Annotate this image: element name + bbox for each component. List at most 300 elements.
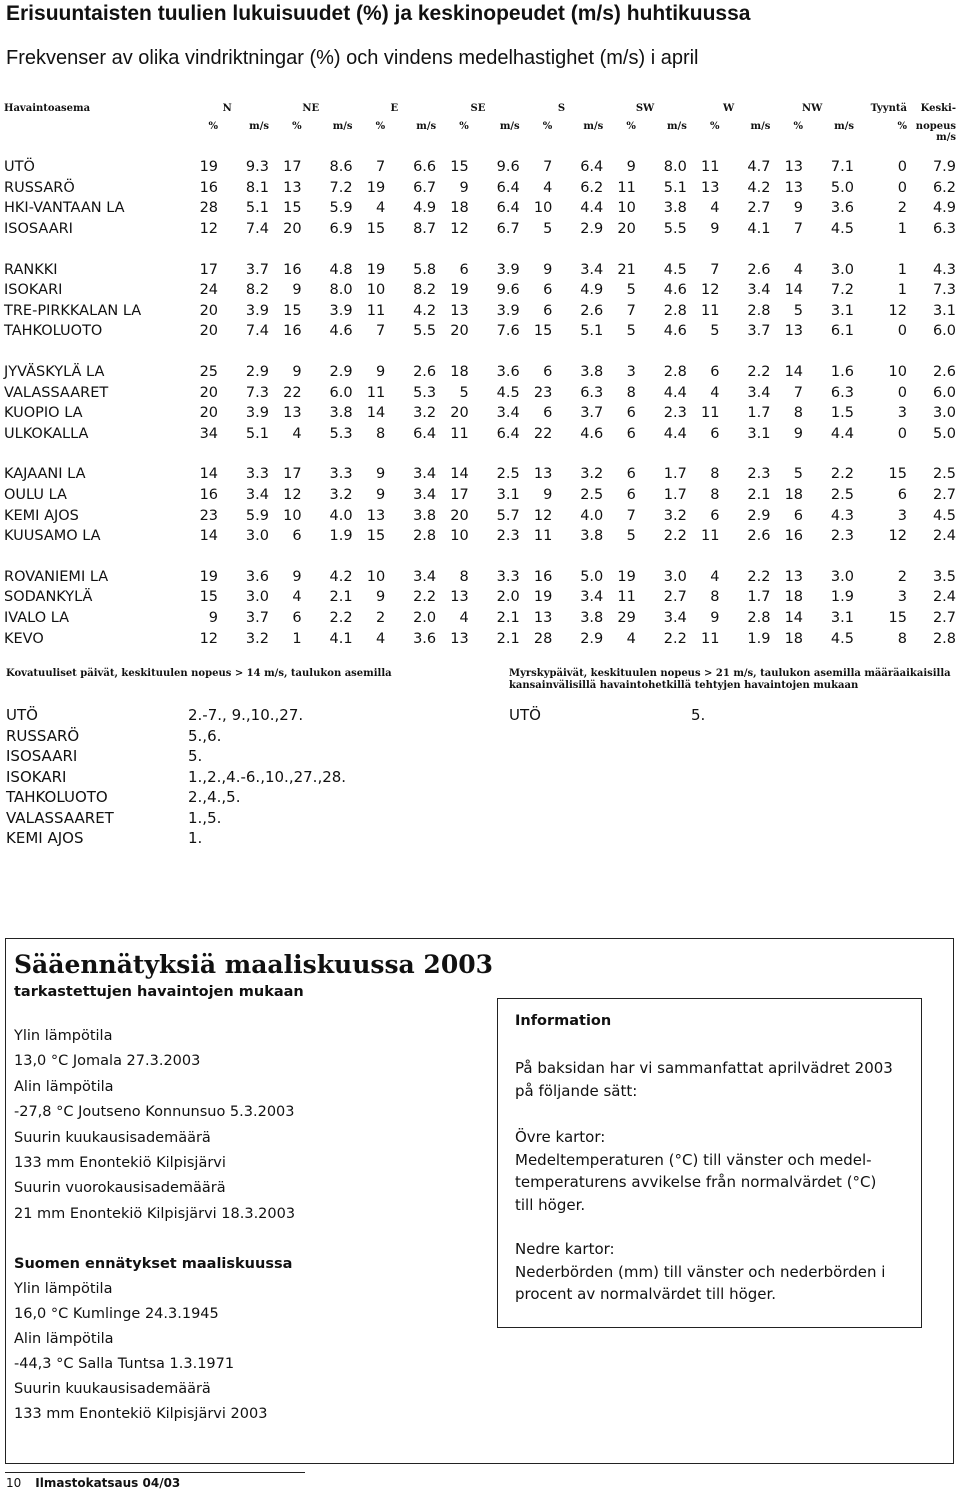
gale-days-heading: Myrskypäivät, keskituulen nopeus > 21 m/s, taulukon asemilla määräaikaisilla kansainvälisillä havaintohetkillä tehtyjen havaintojen mukaan xyxy=(509,668,951,691)
table-cell: 9 xyxy=(375,466,386,483)
table-cell: 20 xyxy=(199,384,219,401)
table-cell: 5.0 xyxy=(932,425,956,442)
percent-unit: % xyxy=(709,121,720,132)
station-name: KUOPIO LA xyxy=(4,405,83,422)
table-cell: 3.2 xyxy=(663,507,687,524)
table-cell: 16 xyxy=(283,261,302,278)
table-cell: 6 xyxy=(897,487,907,504)
table-cell: 3.8 xyxy=(580,364,604,381)
table-cell: 2.9 xyxy=(329,364,353,381)
table-cell: 4 xyxy=(292,589,302,606)
table-cell: 2.7 xyxy=(663,589,687,606)
table-cell: 2.8 xyxy=(932,630,956,647)
table-cell: 2.2 xyxy=(413,589,437,606)
table-cell: 8 xyxy=(710,466,720,483)
table-cell: 5.0 xyxy=(830,179,854,196)
table-cell: 1.9 xyxy=(747,630,771,647)
table-cell: 13 xyxy=(533,609,553,626)
table-cell: 12 xyxy=(199,221,219,238)
station-name: VALASSAARET xyxy=(6,808,114,827)
speed-unit: m/s xyxy=(499,121,520,132)
table-cell: 1.9 xyxy=(329,528,353,545)
table-cell: 4.5 xyxy=(830,630,854,647)
station-name: UTÖ xyxy=(4,159,35,176)
table-cell: 13 xyxy=(450,302,469,319)
table-cell: 6.2 xyxy=(580,179,604,196)
table-cell: 3.3 xyxy=(329,466,353,483)
table-cell: 16 xyxy=(784,528,804,545)
table-row xyxy=(4,485,956,506)
page-title: Erisuuntaisten tuulien lukuisuudet (%) ja keskinopeudet (m/s) huhtikuussa xyxy=(6,2,751,25)
table-cell: 8 xyxy=(375,425,386,442)
table-cell: 11 xyxy=(617,179,636,196)
day-list: 2.,4.,5. xyxy=(188,788,241,806)
table-cell: 4 xyxy=(292,425,302,442)
table-cell: 14 xyxy=(784,609,804,626)
list-item xyxy=(6,808,346,829)
table-row xyxy=(4,608,956,629)
table-cell: 9 xyxy=(375,364,386,381)
table-row xyxy=(4,587,956,608)
station-name: KUUSAMO LA xyxy=(4,528,101,545)
table-cell: 2.8 xyxy=(747,302,771,319)
table-cell: 6 xyxy=(626,405,636,422)
table-cell: 5.9 xyxy=(245,507,269,524)
table-row xyxy=(4,157,956,178)
table-cell: 4.3 xyxy=(830,507,854,524)
table-cell: 4 xyxy=(375,630,386,647)
table-cell: 4 xyxy=(543,179,553,196)
speed-unit: m/s xyxy=(834,121,854,132)
table-cell: 14 xyxy=(366,405,386,422)
station-name: TAHKOLUOTO xyxy=(6,788,108,806)
table-cell: 8 xyxy=(710,589,720,606)
table-cell: 5.3 xyxy=(329,425,353,442)
station-name: KAJAANI LA xyxy=(4,466,86,483)
gale-days-list xyxy=(509,705,705,726)
table-row xyxy=(4,219,956,240)
speed-unit: m/s xyxy=(249,121,269,132)
table-cell: 4.4 xyxy=(663,425,687,442)
table-cell: 19 xyxy=(366,261,386,278)
table-cell: 4.6 xyxy=(663,282,687,299)
table-cell: 3.8 xyxy=(329,405,353,422)
table-cell: 1.6 xyxy=(830,364,854,381)
station-name: ROVANIEMI LA xyxy=(4,568,109,585)
table-cell: 2.7 xyxy=(932,487,956,504)
table-cell: 4.9 xyxy=(413,200,437,217)
table-cell: 3.4 xyxy=(747,282,771,299)
table-cell: 15 xyxy=(366,221,386,238)
record-line: Alin lämpötila xyxy=(14,1078,114,1095)
direction-header: N xyxy=(222,103,232,114)
table-cell: 2.8 xyxy=(663,302,687,319)
table-cell: 2.9 xyxy=(245,364,269,381)
table-cell: 1.7 xyxy=(663,466,687,483)
table-cell: 12 xyxy=(283,487,302,504)
table-cell: 20 xyxy=(450,507,469,524)
percent-unit: % xyxy=(626,121,636,132)
footer-rule xyxy=(5,1472,305,1473)
info-title: Information xyxy=(515,1013,612,1029)
table-cell: 14 xyxy=(450,466,469,483)
table-cell: 4.2 xyxy=(329,568,353,585)
table-cell: 5.7 xyxy=(496,507,520,524)
table-cell: 1 xyxy=(292,630,302,647)
table-cell: 2 xyxy=(897,200,907,217)
table-cell: 3.5 xyxy=(932,568,956,585)
table-cell: 8 xyxy=(459,568,469,585)
table-cell: 7 xyxy=(626,507,636,524)
table-cell: 8.0 xyxy=(663,159,687,176)
list-item xyxy=(509,705,705,726)
record-line: 13,0 °C Jomala 27.3.2003 xyxy=(14,1053,201,1070)
percent-unit: % xyxy=(897,121,907,132)
table-cell: 9 xyxy=(710,221,720,238)
table-cell: 15 xyxy=(366,528,386,545)
table-cell: 5.3 xyxy=(413,384,437,401)
table-cell: 2.4 xyxy=(932,528,956,545)
table-cell: 16 xyxy=(199,487,219,504)
table-cell: 2.5 xyxy=(496,466,520,483)
table-cell: 5 xyxy=(626,282,636,299)
table-cell: 3.3 xyxy=(496,568,520,585)
table-cell: 2.6 xyxy=(413,364,437,381)
table-cell: 11 xyxy=(617,589,636,606)
table-cell: 19 xyxy=(199,159,219,176)
day-list: 1.,2.,4.-6.,10.,27.,28. xyxy=(188,767,347,786)
direction-header: NW xyxy=(802,103,823,114)
station-name: KEMI AJOS xyxy=(6,829,84,847)
table-cell: 2.5 xyxy=(580,487,604,504)
table-cell: 20 xyxy=(617,221,636,238)
table-cell: 4 xyxy=(375,200,386,217)
table-cell: 4.2 xyxy=(747,179,771,196)
table-cell: 9 xyxy=(543,261,553,278)
table-cell: 4.5 xyxy=(663,261,687,278)
table-cell: 3.4 xyxy=(580,589,604,606)
station-name: KEMI AJOS xyxy=(4,507,79,524)
table-cell: 3.4 xyxy=(413,568,437,585)
table-cell: 4 xyxy=(710,384,720,401)
table-cell: 9 xyxy=(710,609,720,626)
group-gap xyxy=(4,444,956,464)
table-cell: 2.1 xyxy=(747,487,771,504)
table-row xyxy=(4,178,956,199)
table-cell: 6.4 xyxy=(496,179,520,196)
table-cell: 13 xyxy=(701,179,720,196)
storm-days-list xyxy=(6,705,346,849)
table-cell: 6 xyxy=(626,425,636,442)
table-cell: 9 xyxy=(292,364,302,381)
table-cell: 9 xyxy=(292,568,302,585)
table-cell: 5 xyxy=(459,384,469,401)
table-cell: 19 xyxy=(450,282,469,299)
table-cell: 4.6 xyxy=(663,323,687,340)
table-row xyxy=(4,301,956,322)
station-name: RANKKI xyxy=(4,261,58,278)
table-cell: 16 xyxy=(283,323,302,340)
table-cell: 2.8 xyxy=(413,528,437,545)
table-cell: 6 xyxy=(292,609,302,626)
list-item xyxy=(6,705,346,726)
direction-header: SW xyxy=(635,103,655,114)
station-name: OULU LA xyxy=(4,487,67,504)
table-cell: 13 xyxy=(283,179,302,196)
table-cell: 20 xyxy=(450,405,469,422)
speed-unit: m/s xyxy=(750,121,771,132)
table-cell: 7.3 xyxy=(932,282,956,299)
table-cell: 3.8 xyxy=(580,528,604,545)
table-cell: 2.3 xyxy=(663,405,687,422)
table-cell: 7.2 xyxy=(830,282,854,299)
day-list: 1. xyxy=(188,829,203,847)
group-gap xyxy=(4,547,956,567)
speed-unit: m/s xyxy=(583,121,604,132)
table-cell: 10 xyxy=(533,200,553,217)
table-cell: 19 xyxy=(617,568,636,585)
table-row xyxy=(4,567,956,588)
table-cell: 4.9 xyxy=(932,200,956,217)
table-cell: 8.2 xyxy=(413,282,437,299)
table-cell: 34 xyxy=(199,425,219,442)
record-line: -27,8 °C Joutseno Konnunsuo 5.3.2003 xyxy=(14,1104,295,1121)
table-cell: 6 xyxy=(543,405,553,422)
table-cell: 7 xyxy=(543,159,553,176)
table-cell: 6.4 xyxy=(413,425,437,442)
table-cell: 14 xyxy=(199,528,219,545)
list-item xyxy=(6,726,346,747)
table-cell: 3.7 xyxy=(245,261,269,278)
wind-table xyxy=(4,103,956,649)
table-cell: 2.9 xyxy=(580,630,604,647)
table-cell: 7.3 xyxy=(245,384,269,401)
table-cell: 4.5 xyxy=(830,221,854,238)
table-cell: 1 xyxy=(897,282,907,299)
table-cell: 12 xyxy=(450,221,469,238)
table-cell: 2.9 xyxy=(747,507,771,524)
list-item xyxy=(6,787,346,808)
calm-header: Tyyntä xyxy=(870,103,907,114)
table-cell: 4 xyxy=(459,609,469,626)
table-cell: 5.5 xyxy=(663,221,687,238)
table-cell: 11 xyxy=(701,159,720,176)
table-cell: 6 xyxy=(459,261,469,278)
table-cell: 7 xyxy=(626,302,636,319)
table-cell: 3.0 xyxy=(932,405,956,422)
table-cell: 5.1 xyxy=(245,200,269,217)
table-row xyxy=(4,198,956,219)
table-cell: 3.4 xyxy=(245,487,269,504)
day-list: 1.,5. xyxy=(188,808,222,827)
table-cell: 11 xyxy=(450,425,469,442)
table-cell: 2.0 xyxy=(496,589,520,606)
table-cell: 2.2 xyxy=(747,568,771,585)
table-cell: 7 xyxy=(375,323,386,340)
station-name: RUSSARÖ xyxy=(4,179,75,196)
records-list xyxy=(14,1024,295,1227)
table-cell: 3.0 xyxy=(830,568,854,585)
percent-unit: % xyxy=(292,121,302,132)
table-cell: 8.2 xyxy=(245,282,269,299)
table-cell: 15 xyxy=(888,609,907,626)
table-cell: 3.8 xyxy=(663,200,687,217)
table-cell: 12 xyxy=(888,528,907,545)
table-cell: 9.3 xyxy=(245,159,269,176)
records-title: Sääennätyksiä maaliskuussa 2003 xyxy=(14,950,494,979)
table-cell: 3.2 xyxy=(413,405,437,422)
table-cell: 6 xyxy=(710,364,720,381)
table-cell: 2.3 xyxy=(496,528,520,545)
direction-header: W xyxy=(723,103,735,114)
table-cell: 4.7 xyxy=(747,159,771,176)
record-line: 133 mm Enontekiö Kilpisjärvi 2003 xyxy=(14,1406,268,1422)
table-cell: 7.9 xyxy=(932,159,956,176)
table-cell: 28 xyxy=(533,630,553,647)
table-cell: 8.6 xyxy=(329,159,353,176)
table-cell: 6 xyxy=(710,507,720,524)
table-cell: 5.1 xyxy=(663,179,687,196)
table-cell: 5.9 xyxy=(329,200,353,217)
table-cell: 15 xyxy=(888,466,907,483)
table-cell: 2.2 xyxy=(663,528,687,545)
table-cell: 6 xyxy=(626,487,636,504)
table-cell: 6.4 xyxy=(580,159,604,176)
table-cell: 6.3 xyxy=(580,384,604,401)
record-line: 133 mm Enontekiö Kilpisjärvi xyxy=(14,1154,226,1171)
table-cell: 3.4 xyxy=(663,609,687,626)
percent-unit: % xyxy=(793,121,804,132)
station-name: HKI-VANTAAN LA xyxy=(4,200,125,217)
table-cell: 5 xyxy=(793,466,804,483)
table-row xyxy=(4,321,956,342)
table-cell: 13 xyxy=(533,466,553,483)
percent-unit: % xyxy=(375,121,386,132)
table-cell: 2.1 xyxy=(496,609,520,626)
table-cell: 2.2 xyxy=(663,630,687,647)
table-cell: 19 xyxy=(199,568,219,585)
table-cell: 4.0 xyxy=(329,507,353,524)
info-paragraph: Nedre kartor: Nederbörden (mm) till vänster och nederbörden i procent av normalvärdet till höger. xyxy=(515,1240,886,1303)
table-row xyxy=(4,628,956,649)
table-cell: 12 xyxy=(701,282,720,299)
table-cell: 13 xyxy=(450,630,469,647)
table-cell: 7.4 xyxy=(245,221,269,238)
table-cell: 3.0 xyxy=(663,568,687,585)
station-name: RUSSARÖ xyxy=(6,726,80,745)
table-cell: 14 xyxy=(199,466,219,483)
table-cell: 2.2 xyxy=(747,364,771,381)
table-cell: 3 xyxy=(897,507,907,524)
table-cell: 3.4 xyxy=(580,261,604,278)
table-cell: 2.4 xyxy=(932,589,956,606)
table-cell: 2 xyxy=(897,568,907,585)
table-cell: 3.2 xyxy=(329,487,353,504)
table-cell: 0 xyxy=(897,159,907,176)
table-cell: 9 xyxy=(459,179,469,196)
list-item xyxy=(6,828,346,849)
unit-spacer xyxy=(4,121,185,157)
day-list: 5. xyxy=(188,747,203,765)
table-cell: 4.8 xyxy=(329,261,353,278)
table-row xyxy=(4,362,956,383)
station-name: ULKOKALLA xyxy=(4,425,89,442)
table-row xyxy=(4,464,956,485)
table-cell: 9 xyxy=(793,425,804,442)
station-name: UTÖ xyxy=(509,706,541,724)
table-cell: 3.4 xyxy=(747,384,771,401)
table-cell: 6.0 xyxy=(329,384,353,401)
table-cell: 1 xyxy=(897,261,907,278)
table-cell: 3.0 xyxy=(245,589,269,606)
table-cell: 19 xyxy=(533,589,553,606)
table-header-row xyxy=(4,103,956,121)
mean-speed-unit: nopeus m/s xyxy=(915,121,956,143)
table-cell: 18 xyxy=(784,487,804,504)
national-records-list xyxy=(14,1252,292,1427)
table-cell: 4 xyxy=(710,200,720,217)
station-name: VALASSAARET xyxy=(4,384,109,401)
table-cell: 2.1 xyxy=(329,589,353,606)
table-cell: 7 xyxy=(375,159,386,176)
table-cell: 20 xyxy=(199,323,219,340)
table-cell: 6.9 xyxy=(329,221,353,238)
table-cell: 3.3 xyxy=(245,466,269,483)
table-cell: 3.0 xyxy=(830,261,854,278)
table-cell: 3.7 xyxy=(245,609,269,626)
table-cell: 3.7 xyxy=(580,405,604,422)
table-cell: 10 xyxy=(366,282,386,299)
table-cell: 22 xyxy=(533,425,553,442)
table-cell: 14 xyxy=(784,364,804,381)
table-unit-row xyxy=(4,121,956,157)
table-cell: 6 xyxy=(710,425,720,442)
table-cell: 3.9 xyxy=(245,405,269,422)
table-cell: 11 xyxy=(533,528,553,545)
table-cell: 25 xyxy=(199,364,219,381)
table-cell: 16 xyxy=(533,568,553,585)
table-cell: 8 xyxy=(793,405,804,422)
table-cell: 13 xyxy=(784,568,804,585)
table-cell: 5 xyxy=(710,323,720,340)
record-line: Ylin lämpötila xyxy=(14,1281,113,1297)
table-cell: 17 xyxy=(283,466,302,483)
table-cell: 18 xyxy=(784,589,804,606)
table-cell: 3.1 xyxy=(830,609,854,626)
table-cell: 2.2 xyxy=(329,609,353,626)
table-cell: 12 xyxy=(533,507,553,524)
table-cell: 6.2 xyxy=(932,179,956,196)
publication-name: Ilmastokatsaus 04/03 xyxy=(35,1476,181,1490)
table-cell: 8.0 xyxy=(329,282,353,299)
day-list: 5. xyxy=(691,706,706,724)
table-cell: 4.2 xyxy=(413,302,437,319)
table-cell: 9.6 xyxy=(496,282,520,299)
table-cell: 11 xyxy=(366,384,386,401)
table-cell: 10 xyxy=(888,364,907,381)
table-cell: 3.7 xyxy=(747,323,771,340)
table-cell: 3.6 xyxy=(413,630,437,647)
table-cell: 4.5 xyxy=(932,507,956,524)
table-cell: 20 xyxy=(199,405,219,422)
table-cell: 2.6 xyxy=(747,528,771,545)
direction-header: NE xyxy=(302,103,320,114)
record-line: 16,0 °C Kumlinge 24.3.1945 xyxy=(14,1306,219,1322)
table-cell: 4.4 xyxy=(830,425,854,442)
table-cell: 4.6 xyxy=(580,425,604,442)
table-cell: 2.8 xyxy=(663,364,687,381)
table-cell: 13 xyxy=(784,179,804,196)
